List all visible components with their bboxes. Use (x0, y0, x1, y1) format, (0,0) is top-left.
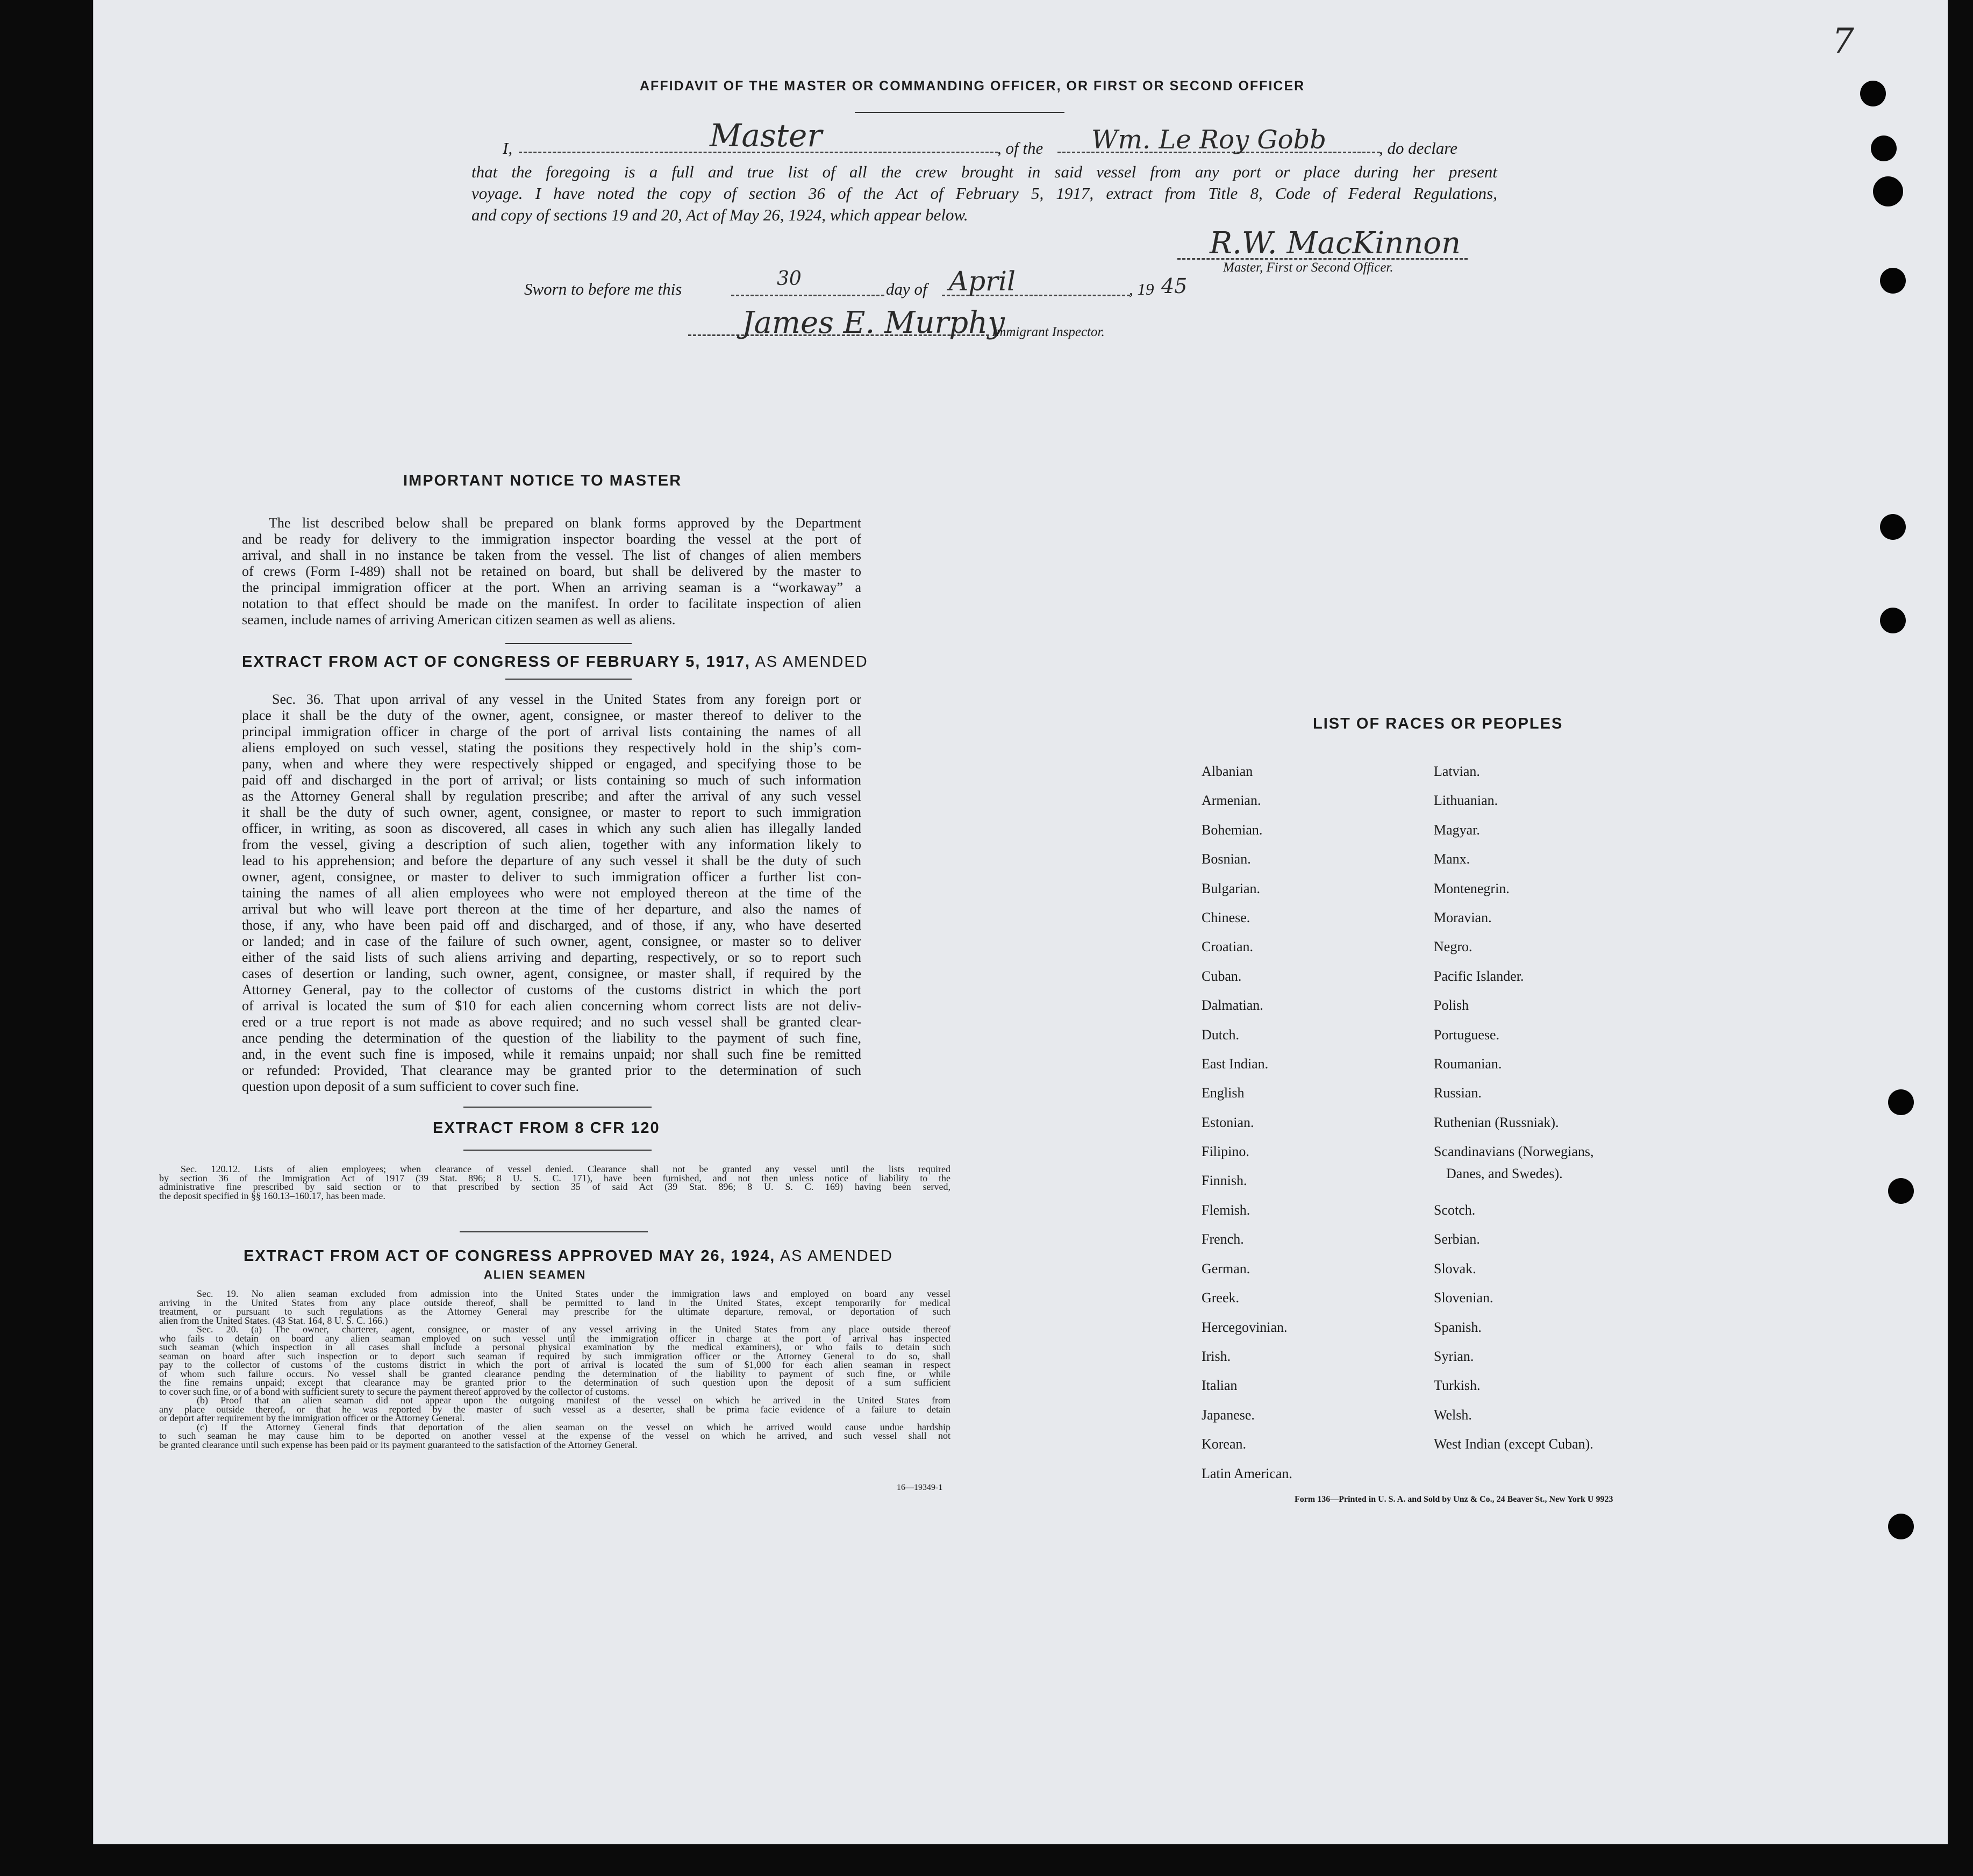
notice-line: and be ready for delivery to the immigration inspector boarding the vessel at the port of (242, 531, 861, 547)
race-item: Pacific Islander. (1434, 968, 1524, 984)
race-item: Turkish. (1434, 1378, 1481, 1394)
affidavit-i-label: I, (503, 139, 513, 158)
master-signature: R.W. MacKinnon (1210, 226, 1461, 261)
race-item: Moravian. (1434, 910, 1492, 925)
extract-1924-line: who fails to detain on board any alien seaman employed on such vessel until the immigration officer in charge at the port of arrival has inspected (159, 1332, 950, 1344)
extract-1917-line: Sec. 36. That upon arrival of any vessel in the United States from any foreign port or (272, 691, 861, 707)
extract-1917-line: from the vessel, giving a description of such alien, together with any information likely to (242, 837, 861, 852)
notice-title: IMPORTANT NOTICE TO MASTER (403, 472, 682, 489)
extract-1924-subtitle: ALIEN SEAMEN (484, 1268, 587, 1281)
extract-1917-line: arrival but who will leave port thereon at the time of her departure, and also the names of (242, 901, 861, 917)
sworn-month-handwritten: April (949, 266, 1016, 297)
signature-line (1177, 258, 1468, 260)
race-item: Bulgarian. (1202, 880, 1261, 896)
inspector-caption: Immigrant Inspector. (992, 325, 1105, 339)
race-item: Slovak. (1434, 1260, 1476, 1276)
notice-line: notation to that effect should be made on the manifest. In order to facilitate inspection of alien (242, 596, 861, 611)
divider (463, 1150, 652, 1151)
sworn-label: Sworn to before me this (524, 280, 682, 298)
binder-hole (1880, 268, 1906, 294)
extract-cfr-line: administrative fine prescribed by said section or to that prescribed by section 35 of said Act (39 Stat. 896; 8 U. S. C. 169) having been served, (159, 1181, 950, 1192)
race-item: Bohemian. (1202, 822, 1263, 838)
extract-1917-line: ance pending the determination of the question of the liability to the payment of such fine, (242, 1030, 861, 1046)
race-item: Cuban. (1202, 968, 1242, 984)
race-item: Slovenian. (1434, 1290, 1493, 1306)
extract-cfr-line: Sec. 120.12. Lists of alien employees; when clearance of vessel denied. Clearance shall not be granted any vessel until the lists required (181, 1164, 950, 1174)
extract-1917-line: as the Attorney General shall by regulation prescribe; and after the arrival of any such vessel (242, 788, 861, 804)
race-item: Welsh. (1434, 1407, 1472, 1423)
race-item: Italian (1202, 1378, 1238, 1394)
divider (460, 1231, 648, 1232)
day-of-label: day of (886, 280, 927, 298)
race-item: Scotch. (1434, 1202, 1476, 1218)
race-item: Croatian. (1202, 939, 1254, 955)
extract-1917-line: Attorney General, pay to the collector of customs of the customs district in which the port (242, 982, 861, 997)
divider (463, 1107, 652, 1108)
race-item: Roumanian. (1434, 1056, 1502, 1072)
race-item: Armenian. (1202, 793, 1261, 809)
race-item: Dalmatian. (1202, 997, 1263, 1014)
extract-1917-line: of arrival is located the sum of $10 for each alien concerning whom correct lists are not deliv- (242, 998, 861, 1014)
affidavit-line: voyage. I have noted the copy of section 36 of the Act of February 5, 1917, extract from Title 8, Code of Federal Regulations, (471, 184, 1497, 203)
race-item: Polish (1434, 997, 1469, 1014)
extract-1924-title-bold: EXTRACT FROM ACT OF CONGRESS APPROVED MAY 26, 1924, (244, 1247, 776, 1265)
extract-1917-line: place it shall be the duty of the owner, agent, consignee, or master thereof to deliver to the (242, 708, 861, 723)
extract-1924-line: or deport after requirement by the immigration officer or the Attorney General. (159, 1413, 465, 1423)
binder-hole (1860, 81, 1886, 106)
binder-hole (1880, 514, 1906, 540)
master-handwritten: Master (710, 117, 823, 154)
form-footer: Form 136—Printed in U. S. A. and Sold by Unz & Co., 24 Beaver St., New York U 9923 (1295, 1495, 1613, 1504)
extract-1917-line: those, if any, who have been paid off and discharged, and of those, if any, who have deserted (242, 917, 861, 933)
vessel-name-handwritten: Wm. Le Roy Gobb (1091, 125, 1327, 155)
race-item: Filipino. (1202, 1144, 1249, 1160)
extract-1917-line: taining the names of all alien employees who were not employed thereon at the time of the (242, 885, 861, 901)
race-item: Dutch. (1202, 1026, 1240, 1043)
extract-1917-title (242, 653, 868, 671)
extract-1924-line: pay to the collector of customs of the customs district in which the port of arrival is located the sum of $1,000 for each alien seaman in respect (159, 1359, 950, 1370)
race-item: Hercegovinian. (1202, 1319, 1288, 1335)
extract-1924-line: Sec. 19. No alien seaman excluded from admission into the United States under the immigration laws and employed on board any vessel (197, 1288, 950, 1299)
extract-1917-line: paid off and discharged in the port of arrival; or lists containing so much of such information (242, 772, 861, 788)
day-field-line (731, 295, 884, 296)
extract-1917-line: and, in the event such fine is imposed, while it remains unpaid; nor shall such fine be remitted (242, 1046, 861, 1062)
race-item: Russian. (1434, 1085, 1482, 1101)
races-title: LIST OF RACES OR PEOPLES (1313, 715, 1563, 732)
extract-1924-line: arriving in the United States from any place outside thereof, shall be permitted to land in the United States, except temporarily for medical (159, 1297, 950, 1308)
race-item: Irish. (1202, 1349, 1231, 1364)
race-item: Finnish. (1202, 1173, 1247, 1188)
affidavit-line: and copy of sections 19 and 20, Act of May 26, 1924, which appear below. (471, 205, 968, 224)
race-item: Flemish. (1202, 1202, 1250, 1218)
extract-1917-line: or refunded: Provided, That clearance may be granted prior to the determination of such (242, 1062, 861, 1078)
race-item: Latvian. (1434, 764, 1480, 779)
year-prefix: , 19 (1129, 280, 1154, 298)
sworn-day-handwritten: 30 (777, 268, 802, 290)
extract-1917-line: it shall be the duty of such owner, agent, consignee, or master to report to such immigration (242, 804, 861, 820)
race-item: Bosnian. (1202, 851, 1251, 867)
of-the-label: , of the (997, 139, 1043, 158)
notice-line: arrival, and shall in no instance be taken from the vessel. The list of changes of alien members (242, 547, 861, 563)
do-declare-label: , do declare (1379, 139, 1458, 158)
extract-1917-title-bold: EXTRACT FROM ACT OF CONGRESS OF FEBRUARY 5, 1917, (242, 653, 751, 670)
race-item: German. (1202, 1260, 1250, 1276)
race-item: Greek. (1202, 1290, 1240, 1306)
race-item: Ruthenian (Russniak). (1434, 1114, 1559, 1130)
race-item: Japanese. (1202, 1407, 1255, 1423)
race-item: Spanish. (1434, 1319, 1482, 1335)
race-item: Danes, and Swedes). (1446, 1166, 1563, 1181)
extract-1924-line: (b) Proof that an alien seaman did not appear upon the outgoing manifest of the vessel on which he arrived in the United States from (197, 1395, 950, 1406)
binder-hole (1888, 1089, 1914, 1115)
extract-1917-line: officer, in writing, as soon as discovered, all cases in which any such alien has illegally landed (242, 821, 861, 836)
extract-1917-line: or landed; and in case of the failure of such owner, agent, consignee, or master so to deliver (242, 933, 861, 949)
extract-1924-line: to such seaman he may cause him to be deported on another vessel at the expense of the vessel on which he arrived, and such vessel shall not (159, 1430, 950, 1441)
race-item: Lithuanian. (1434, 793, 1498, 809)
binder-hole (1888, 1514, 1914, 1539)
race-item: English (1202, 1085, 1245, 1101)
notice-line: The list described below shall be prepared on blank forms approved by the Department (269, 515, 861, 531)
race-item: French. (1202, 1231, 1244, 1247)
race-item: Manx. (1434, 851, 1470, 867)
page-number: 7 (1832, 22, 1854, 61)
race-item: Portuguese. (1434, 1026, 1500, 1043)
race-item: Montenegrin. (1434, 880, 1510, 896)
notice-line: of crews (Form I-489) shall not be retained on board, but shall be delivered by the master to (242, 563, 861, 579)
extract-1917-line: owner, agent, consignee, or master to deliver to such immigration officer a further list con- (242, 869, 861, 884)
inspector-signature: James E. Murphy (742, 305, 1005, 340)
extract-1917-line: lead to his apprehension; and before the departure of any such vessel it shall be the duty of such (242, 853, 861, 868)
binder-hole (1871, 135, 1897, 161)
extract-1924-line: (c) If the Attorney General finds that deportation of the alien seaman on the vessel on which he arrived would cause undue hardship (197, 1421, 950, 1432)
extract-1924-line: alien from the United States. (43 Stat. 164, 8 U. S. C. 166.) (159, 1315, 388, 1326)
race-item: Korean. (1202, 1436, 1247, 1452)
divider (505, 679, 632, 680)
extract-1924-line: be granted clearance until such expense has been paid or its payment guaranteed to the satisfaction of the Attorney General. (159, 1439, 638, 1450)
race-item: Latin American. (1202, 1465, 1292, 1481)
notice-line: seamen, include names of arriving American citizen seamen as well as aliens. (242, 612, 676, 627)
year-handwritten: 45 (1161, 274, 1188, 298)
binder-hole (1873, 176, 1903, 206)
extract-1924-line: Sec. 20. (a) The owner, charterer, agent, consignee, or master of any vessel arriving in the United States from any place outside thereof (197, 1324, 950, 1335)
extract-1917-line: aliens employed on such vessel, stating the positions they respectively hold in the ship’s com- (242, 740, 861, 755)
binder-hole (1880, 608, 1906, 633)
divider (855, 112, 1064, 113)
extract-1917-line: principal immigration officer in charge of the port of arrival lists containing the names of all (242, 724, 861, 739)
extract-1924-title (244, 1247, 893, 1265)
race-item: Estonian. (1202, 1114, 1254, 1130)
extract-1924-line: of whom such failure occurs. No vessel shall be granted clearance pending the determination of the liability to payment of such fine, or while (159, 1368, 950, 1379)
divider (505, 643, 632, 644)
race-item: West Indian (except Cuban). (1434, 1436, 1593, 1452)
extract-1917-line: question upon deposit of a sum sufficient to cover such fine. (242, 1079, 580, 1094)
race-item: East Indian. (1202, 1056, 1269, 1072)
signature-caption: Master, First or Second Officer. (1223, 260, 1393, 275)
extract-1924-line: to cover such fine, or of a bond with sufficient surety to secure the payment thereof approved by the collector of customs. (159, 1386, 630, 1397)
form-number: 16—19349-1 (897, 1483, 943, 1492)
race-item: Magyar. (1434, 822, 1480, 838)
notice-line: the principal immigration officer at the port. When an arriving seaman is a “workaway” a (242, 580, 861, 595)
race-item: Negro. (1434, 939, 1472, 955)
extract-1917-line: cases of desertion or landing, such owner, agent, consignee, or master shall, if required by the (242, 966, 861, 981)
binder-hole (1888, 1178, 1914, 1204)
extract-1924-title-rest: AS AMENDED (775, 1247, 893, 1265)
extract-1917-line: either of the said lists of such aliens arriving and departing, respectively, or so to report such (242, 950, 861, 965)
extract-1924-line: seaman on board after such inspection or to deport such seaman if required by such immigration officer or the Attorney General to do so, shall (159, 1350, 950, 1361)
extract-cfr-line: by section 36 of the Immigration Act of 1917 (39 Stat. 896; 8 U. S. C. 171), have been furnished, and not then unless notice of liability to the (159, 1172, 950, 1183)
extract-cfr-title: EXTRACT FROM 8 CFR 120 (433, 1119, 660, 1137)
extract-1917-title-rest: AS AMENDED (750, 653, 868, 670)
race-item: Chinese. (1202, 910, 1250, 925)
race-item: Syrian. (1434, 1349, 1474, 1364)
affidavit-line: that the foregoing is a full and true list of all the crew brought in said vessel from any port or place during her present (471, 162, 1497, 181)
extract-1924-line: such seaman (which inspection in all cases shall include a personal physical examination by the medical examiners), or who fails to detain such (159, 1342, 950, 1352)
race-item: Serbian. (1434, 1231, 1480, 1247)
extract-1924-line: the fine remains unpaid; except that clearance may be granted prior to the determination of such question upon the deposit of a sum sufficient (159, 1377, 950, 1388)
affidavit-title: AFFIDAVIT OF THE MASTER OR COMMANDING OFFICER, OR FIRST OR SECOND OFFICER (640, 79, 1305, 94)
extract-1924-line: any place outside thereof, or that he was reported by the master of such vessel as a deserter, shall be prima facie evidence of a failure to detain (159, 1403, 950, 1415)
race-item: Scandinavians (Norwegians, (1434, 1144, 1594, 1160)
extract-1917-line: pany, when and where they were respectively shipped or engaged, and specifying those to be (242, 756, 861, 772)
extract-1917-line: ered or a true report is not made as above required; and no such vessel shall be granted clear- (242, 1014, 861, 1030)
extract-cfr-line: the deposit specified in §§ 160.13–160.17, has been made. (159, 1190, 385, 1201)
extract-1924-line: treatment, or pursuant to such regulations as the Attorney General may prescribe for the ultimate departure, removal, or deportation of such (159, 1306, 950, 1317)
race-item: Albanian (1202, 764, 1253, 779)
